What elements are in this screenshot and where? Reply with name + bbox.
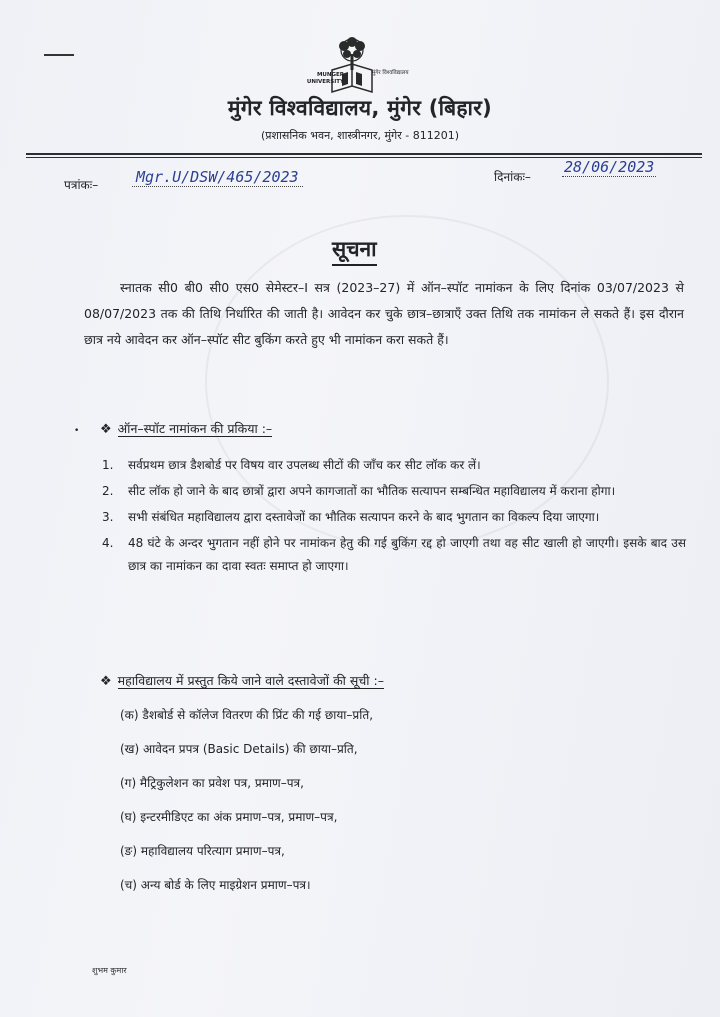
documents-heading-text: महाविद्यालय में प्रस्तुत किये जाने वाले दस्तावेजों की सूची :– bbox=[117, 673, 384, 688]
logo-text-english: MUNGER UNIVERSITY bbox=[306, 72, 344, 85]
step-number: 3. bbox=[102, 510, 114, 524]
margin-dot: • bbox=[74, 426, 80, 436]
list-item: (ग) मैट्रिकुलेशन का प्रवेश पत्र, प्रमाण–पत्र, bbox=[120, 776, 304, 790]
header-divider-1 bbox=[26, 153, 702, 155]
list-item bbox=[102, 506, 686, 529]
diamond-bullet-icon: ❖ bbox=[100, 674, 112, 689]
step-text: सभी संबंधित महाविद्यालय द्वारा दस्तावेजों का भौतिक सत्यापन करने के बाद भुगतान का विकल्प दिया जाएगा। bbox=[128, 510, 600, 524]
list-item: (ङ) महाविद्यालय परित्याग प्रमाण–पत्र, bbox=[120, 844, 285, 858]
list-item: (घ) इन्टरमीडिएट का अंक प्रमाण–पत्र, प्रमाण–पत्र, bbox=[120, 810, 338, 824]
process-steps-list bbox=[102, 454, 686, 581]
university-address: (प्रशासनिक भवन, शास्त्रीनगर, मुंगेर - 811201) bbox=[261, 129, 459, 142]
university-name: मुंगेर विश्वविद्यालय, मुंगेर (बिहार) bbox=[227, 96, 493, 120]
documents-list bbox=[120, 698, 373, 902]
notice-paragraph-text: स्नातक सी0 बी0 सी0 एस0 सेमेस्टर–I सत्र (2023–27) में ऑन–स्पॉट नामांकन के लिए दिनांक 03/07/2023 से 08/07/2023 तक की तिथि निर्धारित की जाती है। आवेदन कर चुके छात्र–छात्राएँ उक्त तिथि तक नामांकन ले सकते हैं। इस दौरान छात्र नये आवेदन कर ऑन–स्पॉट सीट बुकिंग करते हुए भी नामांकन करा सकते हैं। bbox=[84, 280, 684, 347]
date-value: 28/06/2023 bbox=[564, 158, 655, 176]
notice-title: सूचना bbox=[332, 235, 377, 266]
signature-text: शुभम कुमार bbox=[92, 966, 127, 975]
top-dash-mark bbox=[44, 54, 74, 56]
logo-text-hindi: मुंगेर विश्वविद्यालय bbox=[372, 70, 409, 76]
step-number: 1. bbox=[102, 458, 114, 472]
university-logo-icon bbox=[322, 36, 382, 98]
list-item: (च) अन्य बोर्ड के लिए माइग्रेशन प्रमाण–पत्र। bbox=[120, 878, 311, 892]
step-number: 2. bbox=[102, 484, 114, 498]
process-heading-text: ऑन–स्पॉट नामांकन की प्रकिया :– bbox=[117, 421, 273, 436]
list-item: (क) डैशबोर्ड से कॉलेज वितरण की प्रिंट की गई छाया–प्रति, bbox=[120, 708, 374, 722]
diamond-bullet-icon: ❖ bbox=[100, 422, 112, 437]
list-item bbox=[102, 454, 686, 477]
date-label: दिनांकः– bbox=[494, 170, 531, 184]
step-text: सीट लॉक हो जाने के बाद छात्रों द्वारा अपने कागजातों का भौतिक सत्यापन सम्बन्धित महाविद्यालय में कराना होगा। bbox=[128, 484, 616, 498]
notice-paragraph bbox=[84, 275, 684, 353]
list-item bbox=[102, 480, 686, 503]
step-number: 4. bbox=[102, 536, 114, 550]
step-text: 48 घंटे के अन्दर भुगतान नहीं होने पर नामांकन हेतु की गई बुकिंग रद्द हो जाएगी तथा वह सीट खाली हो जाएगी। इसके बाद उस छात्र का नामांकन का दावा स्वतः समाप्त हो जाएगा। bbox=[128, 536, 686, 573]
documents-section-heading bbox=[100, 672, 384, 689]
process-section-heading bbox=[100, 420, 272, 437]
reference-number: Mgr.U/DSW/465/2023 bbox=[132, 168, 303, 187]
list-item bbox=[102, 532, 686, 578]
list-item: (ख) आवेदन प्रपत्र (Basic Details) की छाया–प्रति, bbox=[120, 742, 358, 756]
reference-label: पत्रांकः– bbox=[64, 178, 99, 192]
step-text: सर्वप्रथम छात्र डैशबोर्ड पर विषय वार उपलब्ध सीटों की जाँच कर सीट लॉक कर लें। bbox=[128, 458, 481, 472]
